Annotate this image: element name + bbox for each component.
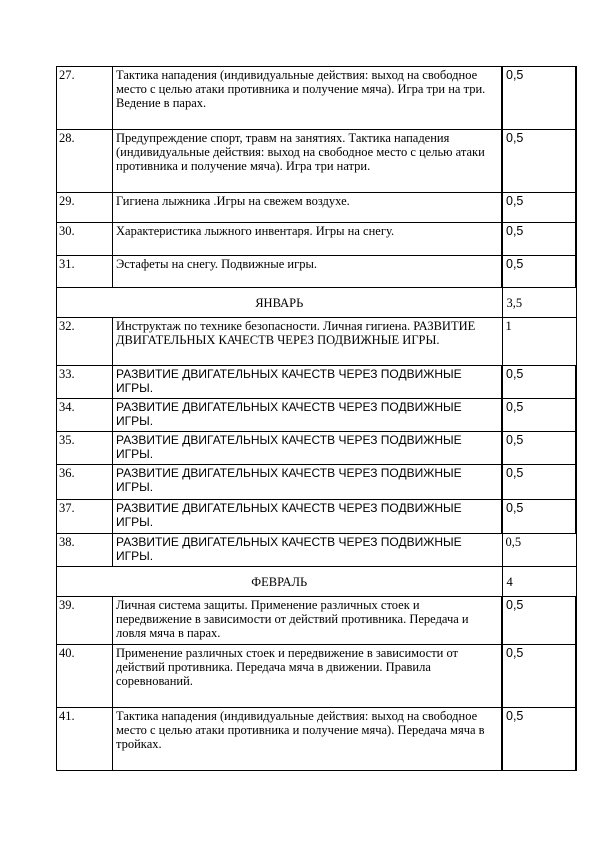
lesson-topic: Характеристика лыжного инвентаря. Игры на снегу. <box>113 223 503 256</box>
lesson-topic: Гигиена лыжника .Игры на свежем воздухе. <box>113 193 503 223</box>
lesson-hours: 0,5 <box>502 534 576 567</box>
lesson-row <box>57 645 577 708</box>
lesson-row <box>57 193 577 223</box>
lesson-hours: 0,5 <box>502 130 576 193</box>
lesson-row <box>57 256 577 288</box>
lesson-number: 27. <box>57 67 113 130</box>
lesson-row <box>57 534 577 567</box>
lesson-hours: 0,5 <box>502 432 576 465</box>
lesson-topic: РАЗВИТИЕ ДВИГАТЕЛЬНЫХ КАЧЕСТВ ЧЕРЕЗ ПОДВИЖНЫЕ ИГРЫ. <box>113 399 503 432</box>
lesson-hours: 0,5 <box>502 645 576 708</box>
lesson-number: 30. <box>57 223 113 256</box>
lesson-hours: 0,5 <box>502 223 576 256</box>
lesson-topic: РАЗВИТИЕ ДВИГАТЕЛЬНЫХ КАЧЕСТВ ЧЕРЕЗ ПОДВИЖНЫЕ ИГРЫ. <box>113 534 503 567</box>
lesson-row <box>57 399 577 432</box>
lesson-number: 29. <box>57 193 113 223</box>
lesson-number: 40. <box>57 645 113 708</box>
month-hours: 4 <box>502 567 576 597</box>
lesson-number: 38. <box>57 534 113 567</box>
lesson-row <box>57 67 577 130</box>
lesson-row <box>57 432 577 465</box>
lesson-number: 36. <box>57 465 113 500</box>
lesson-hours: 0,5 <box>502 597 576 645</box>
lesson-topic: РАЗВИТИЕ ДВИГАТЕЛЬНЫХ КАЧЕСТВ ЧЕРЕЗ ПОДВИЖНЫЕ ИГРЫ. <box>113 366 503 399</box>
lesson-number: 34. <box>57 399 113 432</box>
lesson-hours: 0,5 <box>502 399 576 432</box>
lesson-row <box>57 500 577 534</box>
lesson-plan-table <box>56 66 577 771</box>
lesson-plan-body <box>57 67 577 771</box>
month-label: ЯНВАРЬ <box>57 288 503 318</box>
lesson-topic: Тактика нападения (индивидуальные действия: выход на свободное место с целью атаки противника и получение мяча). Игра три на три. Ведение в парах. <box>113 67 503 130</box>
lesson-topic: Применение различных стоек и передвижение в зависимости от действий противника. Передача мяча в движении. Правила соревнований. <box>113 645 503 708</box>
lesson-row <box>57 708 577 771</box>
lesson-topic: Личная система защиты. Применение различных стоек и передвижение в зависимости от действий противника. Передача и ловля мяча в парах. <box>113 597 503 645</box>
lesson-hours: 0,5 <box>502 256 576 288</box>
month-label: ФЕВРАЛЬ <box>57 567 503 597</box>
month-row <box>57 288 577 318</box>
lesson-topic: РАЗВИТИЕ ДВИГАТЕЛЬНЫХ КАЧЕСТВ ЧЕРЕЗ ПОДВИЖНЫЕ ИГРЫ. <box>113 465 503 500</box>
lesson-row <box>57 366 577 399</box>
lesson-row <box>57 318 577 366</box>
lesson-number: 39. <box>57 597 113 645</box>
lesson-number: 28. <box>57 130 113 193</box>
lesson-topic: РАЗВИТИЕ ДВИГАТЕЛЬНЫХ КАЧЕСТВ ЧЕРЕЗ ПОДВИЖНЫЕ ИГРЫ. <box>113 432 503 465</box>
lesson-row <box>57 465 577 500</box>
lesson-topic: Инструктаж по технике безопасности. Личная гигиена. РАЗВИТИЕ ДВИГАТЕЛЬНЫХ КАЧЕСТВ ЧЕРЕЗ ПОДВИЖНЫЕ ИГРЫ. <box>113 318 503 366</box>
lesson-hours: 0,5 <box>502 500 576 534</box>
lesson-row <box>57 130 577 193</box>
lesson-hours: 0,5 <box>502 193 576 223</box>
lesson-row <box>57 597 577 645</box>
lesson-row <box>57 223 577 256</box>
lesson-number: 37. <box>57 500 113 534</box>
lesson-number: 31. <box>57 256 113 288</box>
lesson-topic: Предупреждение спорт, травм на занятиях. Тактика нападения (индивидуальные действия: выход на свободное место с целью атаки противника и получение мяча). Игра три натри. <box>113 130 503 193</box>
lesson-topic: Тактика нападения (индивидуальные действия: выход на свободное место с целью атаки противника и получение мяча). Передача мяча в тройках. <box>113 708 503 771</box>
lesson-number: 35. <box>57 432 113 465</box>
lesson-number: 41. <box>57 708 113 771</box>
month-hours: 3,5 <box>502 288 576 318</box>
lesson-number: 33. <box>57 366 113 399</box>
lesson-hours: 0,5 <box>502 708 576 771</box>
lesson-hours: 0,5 <box>502 67 576 130</box>
lesson-topic: Эстафеты на снегу. Подвижные игры. <box>113 256 503 288</box>
month-row <box>57 567 577 597</box>
lesson-hours: 0,5 <box>502 366 576 399</box>
lesson-number: 32. <box>57 318 113 366</box>
lesson-topic: РАЗВИТИЕ ДВИГАТЕЛЬНЫХ КАЧЕСТВ ЧЕРЕЗ ПОДВИЖНЫЕ ИГРЫ. <box>113 500 503 534</box>
lesson-hours: 0,5 <box>502 465 576 500</box>
lesson-hours: 1 <box>502 318 576 366</box>
